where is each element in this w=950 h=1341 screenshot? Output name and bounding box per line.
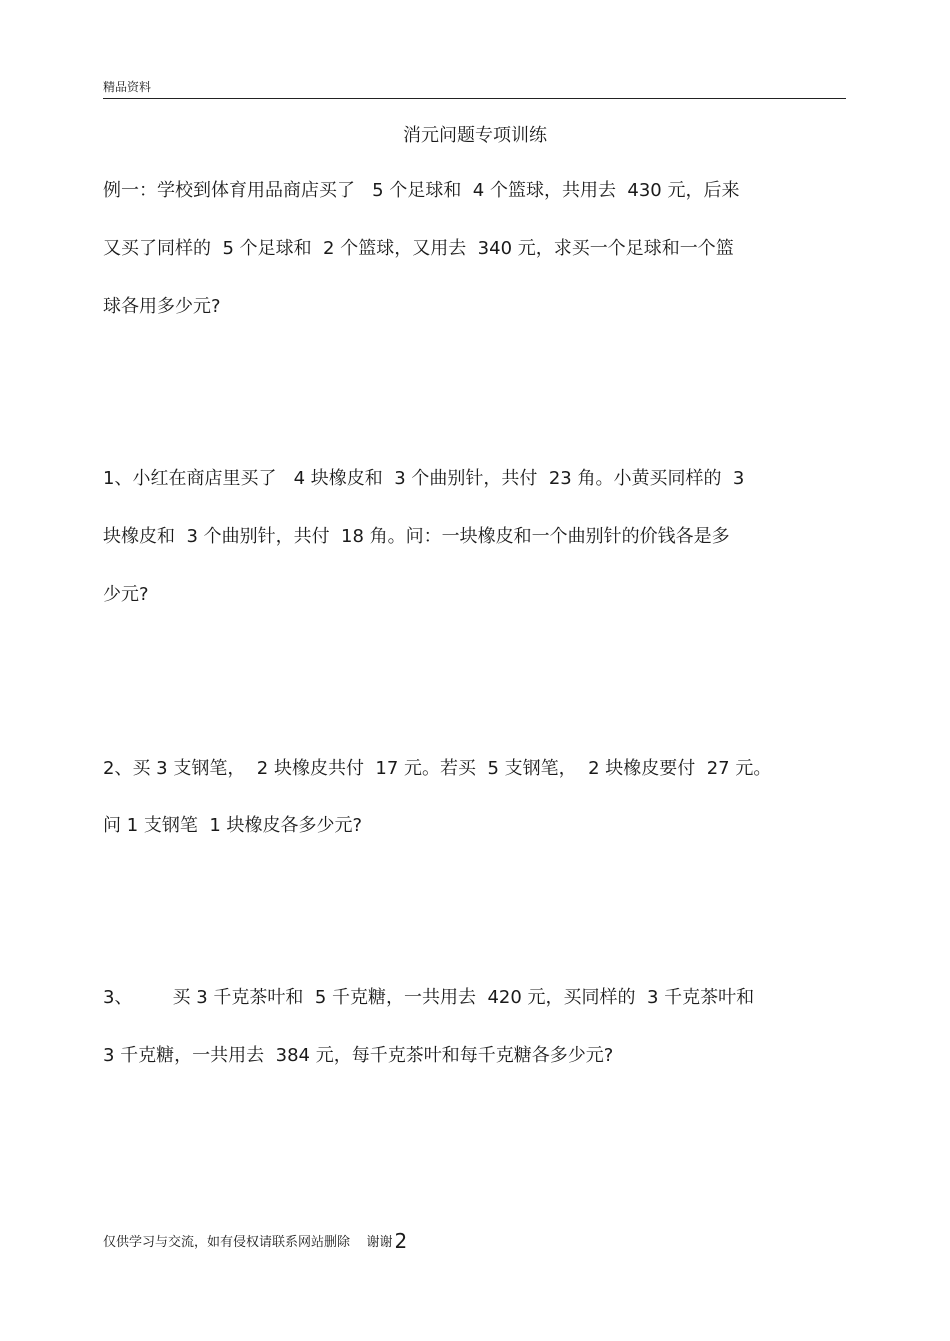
page-footer xyxy=(103,1229,407,1255)
example-line-1: 例一：学校到体育用品商店买了 5 个足球和 4 个篮球，共用去 430 元，后来 xyxy=(103,180,740,201)
header-divider xyxy=(103,98,846,99)
problem-1-line-2: 块橡皮和 3 个曲别针，共付 18 角。问：一块橡皮和一个曲别针的价钱各是多 xyxy=(103,526,730,547)
problem-3-line-2: 3 千克糖，一共用去 384 元，每千克茶叶和每千克糖各多少元? xyxy=(103,1045,614,1066)
page-number: 2 xyxy=(394,1229,408,1253)
problem-1-line-1: 1、小红在商店里买了 4 块橡皮和 3 个曲别针，共付 23 角。小黄买同样的 3 xyxy=(103,468,745,489)
page-title: 消元问题专项训练 xyxy=(403,125,547,146)
header-label: 精品资料 xyxy=(103,80,152,94)
problem-2-line-1: 2、买 3 支钢笔， 2 块橡皮共付 17 元。若买 5 支钢笔， 2 块橡皮要付 27 元。 xyxy=(103,758,772,779)
problem-3-line-1: 3、 买 3 千克茶叶和 5 千克糖，一共用去 420 元，买同样的 3 千克茶叶和 xyxy=(103,987,755,1008)
example-line-2: 又买了同样的 5 个足球和 2 个篮球，又用去 340 元，求买一个足球和一个篮 xyxy=(103,238,734,259)
footer-text: 仅供学习与交流，如有侵权请联系网站删除 谢谢 xyxy=(103,1235,393,1250)
problem-1-line-3: 少元? xyxy=(103,584,149,605)
example-line-3: 球各用多少元? xyxy=(103,296,221,317)
problem-2-line-2: 问 1 支钢笔 1 块橡皮各多少元? xyxy=(103,815,363,836)
